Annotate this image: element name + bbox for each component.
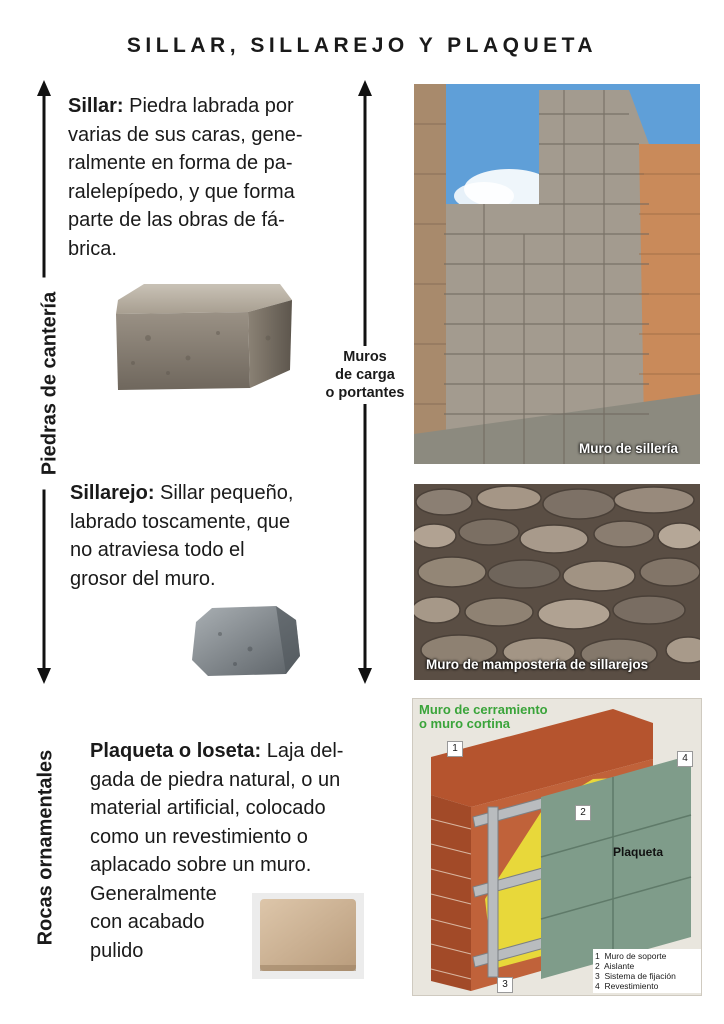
muros-label-line-3: o portantes	[325, 385, 405, 401]
diagram-legend	[593, 949, 701, 993]
side-label-piedras: Piedras de cantería	[39, 278, 62, 490]
legend-item-4: 4 Revestimiento	[595, 981, 659, 991]
plaqueta-tile-image	[252, 893, 364, 979]
sillarejo-definition	[70, 479, 350, 593]
muros-label	[300, 346, 430, 404]
sillar-line-3: ralmente en forma de pa-	[68, 152, 293, 174]
plaqueta-line-8: pulido	[90, 939, 144, 962]
muro-mamposteria-photo	[414, 484, 700, 680]
sillar-stone-image	[108, 278, 296, 394]
marker-4: 4	[677, 751, 693, 767]
plaqueta-line-5: aplacado sobre un muro.	[90, 854, 312, 876]
page-title: SILLAR, SILLAREJO Y PLAQUETA	[126, 34, 598, 57]
legend-item-3: 3 Sistema de fijación	[595, 971, 676, 981]
legend-item-2: 2 Aislante	[595, 961, 635, 971]
caption-silleria: Muro de sillería	[578, 441, 678, 456]
muro-silleria-photo	[414, 84, 700, 464]
sillar-definition	[68, 92, 348, 263]
marker-3: 3	[497, 977, 513, 993]
plaqueta-line-3: material artificial, colocado	[90, 797, 326, 819]
diagram-title-line-1: Muro de cerramiento	[419, 702, 548, 717]
legend-item-1: 1 Muro de soporte	[595, 951, 667, 961]
sillar-line-5: parte de las obras de fá-	[68, 209, 285, 231]
sillar-line-4: ralelepípedo, y que forma	[68, 180, 295, 203]
sillar-line-6: brica.	[68, 237, 117, 260]
marker-1: 1	[447, 741, 463, 757]
muro-cortina-diagram	[412, 698, 702, 996]
diagram-title	[419, 703, 548, 731]
plaqueta-line-7: con acabado	[90, 911, 205, 933]
sillar-line-2: varias de sus caras, gene-	[68, 123, 303, 146]
sillarejo-term: Sillarejo:	[70, 482, 155, 504]
plaqueta-line-2: gada de piedra natural, o un	[90, 768, 341, 791]
sillar-term: Sillar:	[68, 95, 124, 117]
sillarejo-line-2: labrado toscamente, que	[70, 510, 291, 533]
plaqueta-term: Plaqueta o loseta:	[90, 740, 262, 762]
plaqueta-line-4: como un revestimiento o	[90, 825, 308, 848]
caption-mamposteria: Muro de mampostería de sillarejos	[426, 657, 649, 672]
plaqueta-line-1: Laja del-	[261, 740, 344, 762]
sillarejo-line-4: grosor del muro.	[70, 567, 216, 590]
sillarejo-line-3: no atraviesa todo el	[70, 539, 245, 561]
muros-label-line-1: Muros	[343, 349, 387, 365]
side-label-rocas: Rocas ornamentales	[35, 737, 58, 959]
sillar-line-1: Piedra labrada por	[123, 95, 294, 117]
muros-label-line-2: de carga	[335, 367, 395, 383]
diagram-title-line-2: o muro cortina	[419, 716, 511, 731]
sillarejo-line-1: Sillar pequeño,	[154, 482, 294, 504]
sillarejo-stone-image	[190, 604, 302, 678]
marker-2: 2	[575, 805, 591, 821]
plaqueta-line-6: Generalmente	[90, 882, 217, 905]
diagram-plaqueta-label: Plaqueta	[613, 845, 664, 859]
